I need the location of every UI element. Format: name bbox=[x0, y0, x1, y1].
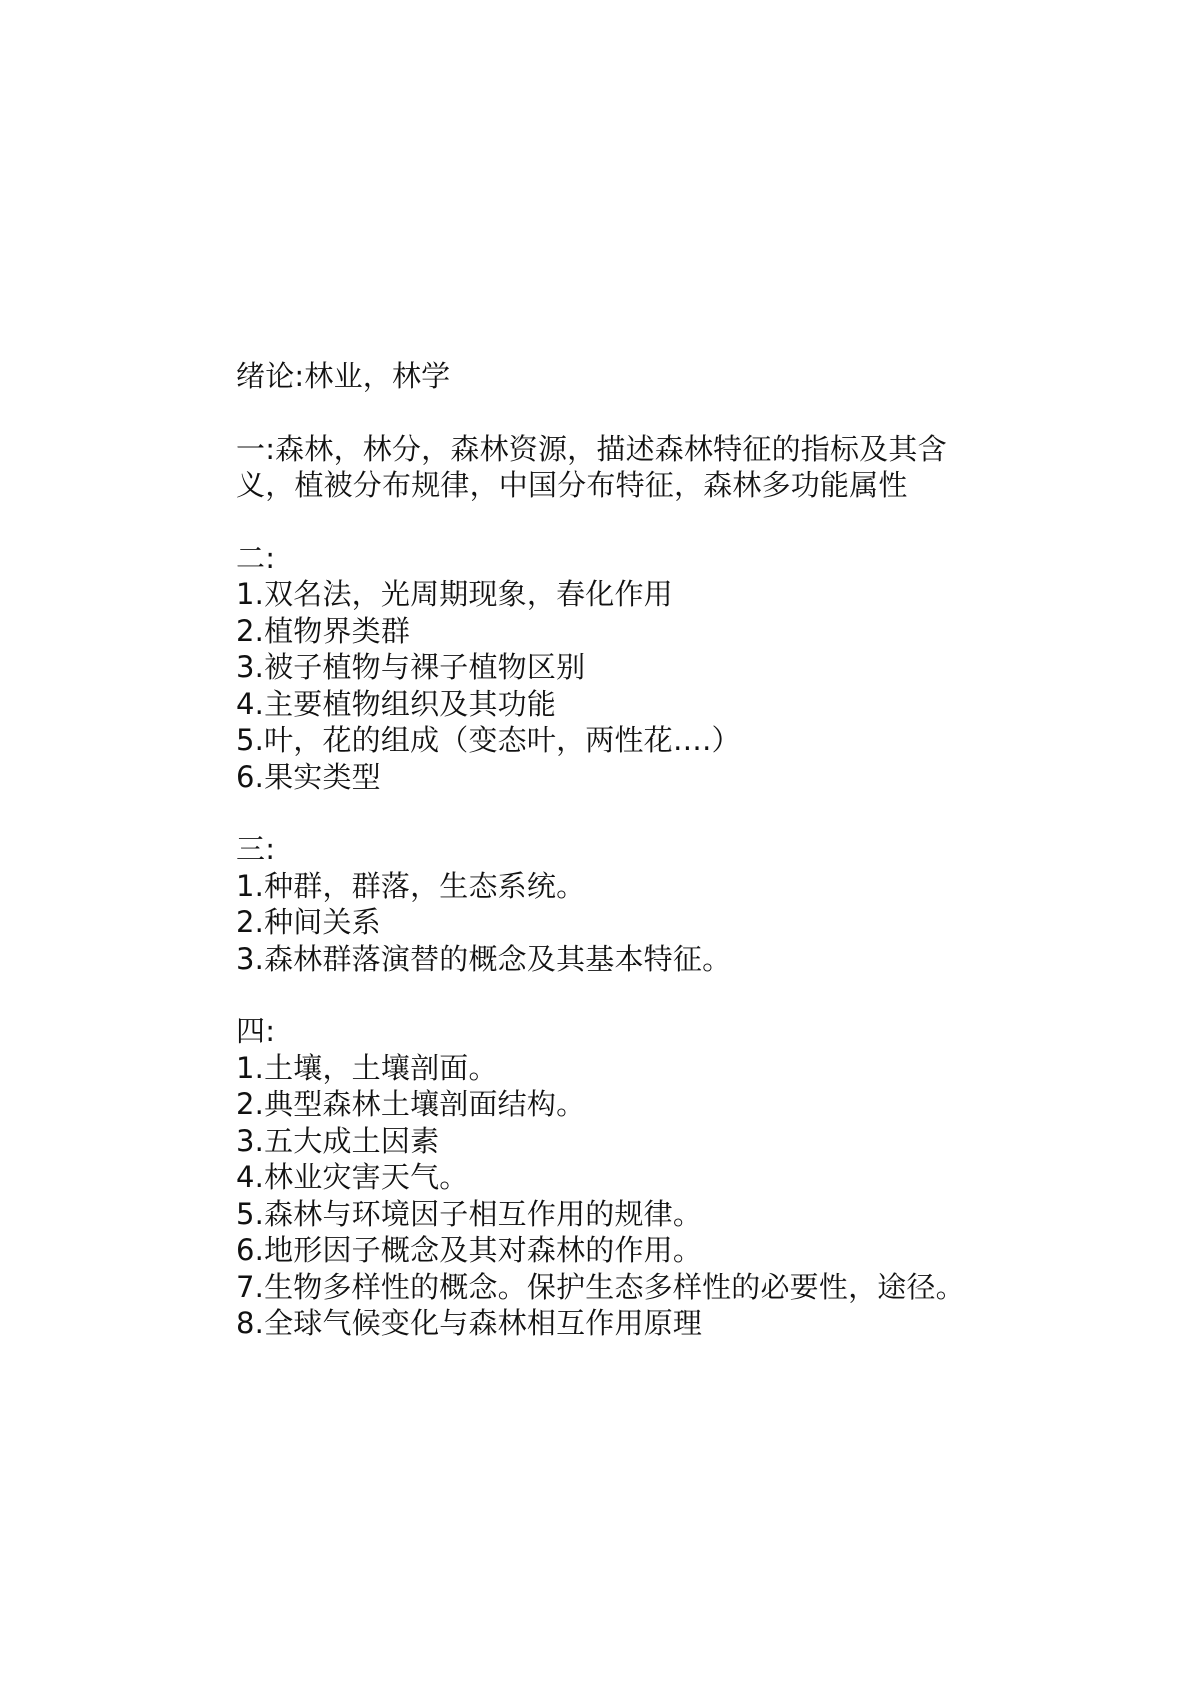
section-2-item-5: 5.叶，花的组成（变态叶，两性花….） bbox=[236, 723, 741, 757]
section-2-item-6: 6.果实类型 bbox=[236, 759, 381, 794]
section-gap bbox=[236, 795, 966, 831]
section-2 bbox=[236, 540, 966, 796]
intro-text: 绪论:林业，林学 bbox=[236, 359, 451, 393]
section-4-heading: 四: bbox=[236, 1014, 276, 1048]
section-1 bbox=[236, 431, 966, 504]
section-4-item-6: 6.地形因子概念及其对森林的作用。 bbox=[236, 1233, 703, 1267]
section-4-item-4: 4.林业灾害天气。 bbox=[236, 1160, 469, 1194]
section-3-item-1: 1.种群，群落，生态系统。 bbox=[236, 868, 586, 903]
section-3-heading: 三: bbox=[236, 832, 276, 866]
intro-block bbox=[236, 358, 966, 395]
document-content bbox=[236, 358, 966, 1342]
section-4 bbox=[236, 1013, 966, 1342]
section-2-item-2: 2.植物界类群 bbox=[236, 613, 411, 648]
section-1-text: 一:森林，林分，森林资源，描述森林特征的指标及其含义，植被分布规律，中国分布特征，森林多功能属性 bbox=[236, 431, 947, 502]
section-gap bbox=[236, 504, 966, 540]
section-3 bbox=[236, 831, 966, 977]
section-gap bbox=[236, 395, 966, 431]
section-4-item-3: 3.五大成土因素 bbox=[236, 1123, 440, 1158]
section-2-item-3: 3.被子植物与裸子植物区别 bbox=[236, 650, 586, 684]
section-2-item-4: 4.主要植物组织及其功能 bbox=[236, 686, 557, 721]
section-2-heading: 二: bbox=[236, 540, 276, 575]
section-4-item-2: 2.典型森林土壤剖面结构。 bbox=[236, 1087, 586, 1121]
section-4-item-7: 7.生物多样性的概念。保护生态多样性的必要性，途径。 bbox=[236, 1269, 965, 1304]
section-4-item-1: 1.土壤，土壤剖面。 bbox=[236, 1050, 498, 1085]
section-gap bbox=[236, 977, 966, 1013]
section-3-item-2: 2.种间关系 bbox=[236, 905, 381, 939]
section-2-item-1: 1.双名法，光周期现象，春化作用 bbox=[236, 577, 673, 611]
section-4-item-5: 5.森林与环境因子相互作用的规律。 bbox=[236, 1196, 703, 1231]
section-4-item-8: 8.全球气候变化与森林相互作用原理 bbox=[236, 1306, 703, 1340]
section-3-item-3: 3.森林群落演替的概念及其基本特征。 bbox=[236, 941, 732, 976]
